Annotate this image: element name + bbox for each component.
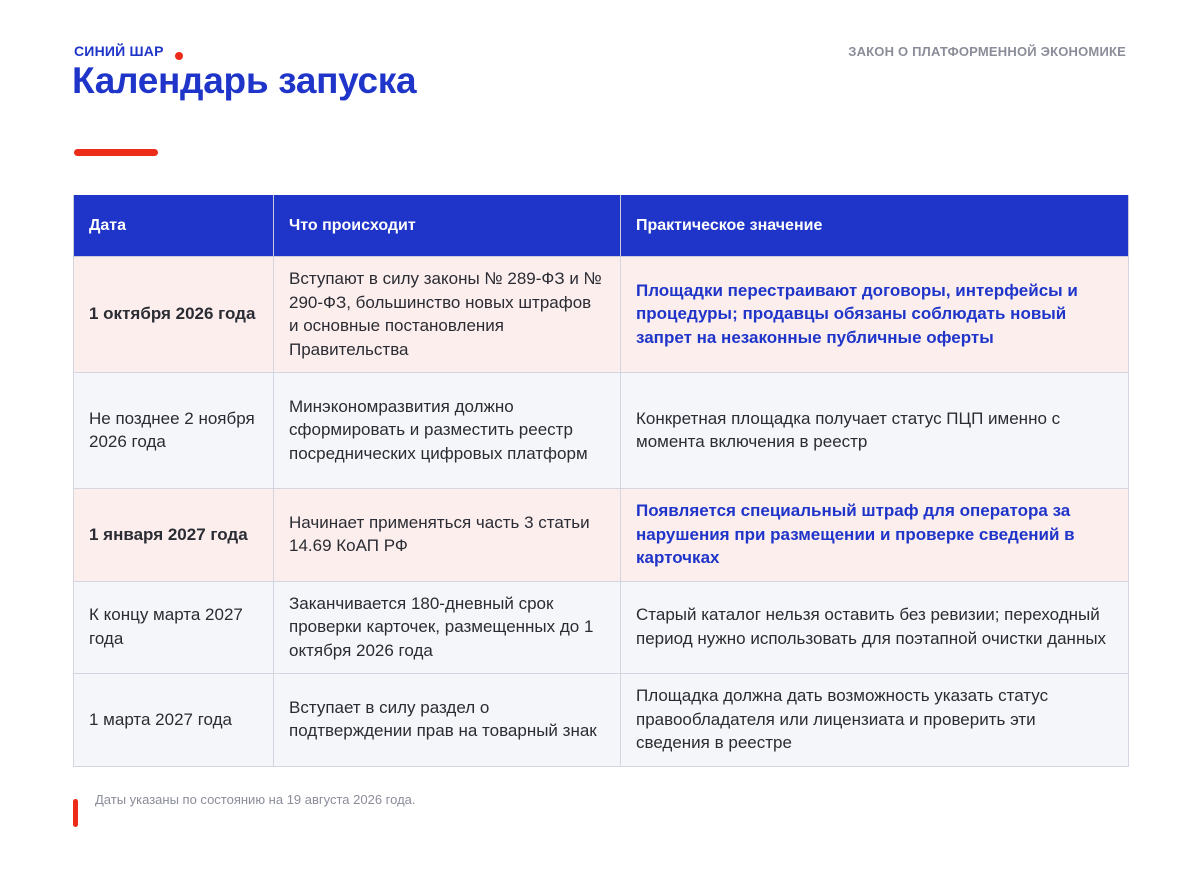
row-meaning: Площадка должна дать возможность указать статус правообладателя или лицензиата и проверить эти сведения в реестре: [621, 674, 1129, 767]
row-date: 1 января 2027 года: [74, 489, 274, 582]
column-header-meaning: Практическое значение: [621, 195, 1129, 257]
launch-calendar-table: [73, 195, 1129, 767]
table-row: [74, 257, 1129, 373]
row-meaning: Старый каталог нельзя оставить без ревизии; переходный период нужно использовать для поэтапной очистки данных: [621, 581, 1129, 674]
page-title: Календарь запуска: [72, 60, 417, 101]
footnote-accent-bar: [73, 799, 78, 827]
column-header-date: Дата: [74, 195, 274, 257]
document-label: ЗАКОН О ПЛАТФОРМЕННОЙ ЭКОНОМИКЕ: [848, 44, 1126, 59]
row-meaning: Появляется специальный штраф для оператора за нарушения при размещении и проверке сведений в карточках: [621, 489, 1129, 582]
row-meaning: Конкретная площадка получает статус ПЦП именно с момента включения в реестр: [621, 373, 1129, 489]
brand-label: СИНИЙ ШАР: [74, 43, 164, 59]
title-accent-bar: [74, 149, 158, 156]
launch-calendar-table-wrap: [73, 195, 1128, 767]
table-row: [74, 373, 1129, 489]
table-row: [74, 674, 1129, 767]
row-date: 1 октября 2026 года: [74, 257, 274, 373]
row-event: Минэкономразвития должно сформировать и разместить реестр посреднических цифровых платформ: [274, 373, 621, 489]
row-date: 1 марта 2027 года: [74, 674, 274, 767]
row-event: Вступают в силу законы № 289-ФЗ и № 290-ФЗ, большинство новых штрафов и основные постановления Правительства: [274, 257, 621, 373]
row-event: Заканчивается 180-дневный срок проверки карточек, размещенных до 1 октября 2026 года: [274, 581, 621, 674]
table-row: [74, 581, 1129, 674]
row-meaning: Площадки перестраивают договоры, интерфейсы и процедуры; продавцы обязаны соблюдать новый запрет на незаконные публичные оферты: [621, 257, 1129, 373]
row-event: Вступает в силу раздел о подтверждении прав на товарный знак: [274, 674, 621, 767]
table-row: [74, 489, 1129, 582]
column-header-event: Что происходит: [274, 195, 621, 257]
brand-dot: [175, 52, 183, 60]
footnote: Даты указаны по состоянию на 19 августа 2026 года.: [95, 792, 416, 807]
row-event: Начинает применяться часть 3 статьи 14.69 КоАП РФ: [274, 489, 621, 582]
table-header-row: [74, 195, 1129, 257]
row-date: Не позднее 2 ноября 2026 года: [74, 373, 274, 489]
row-date: К концу марта 2027 года: [74, 581, 274, 674]
